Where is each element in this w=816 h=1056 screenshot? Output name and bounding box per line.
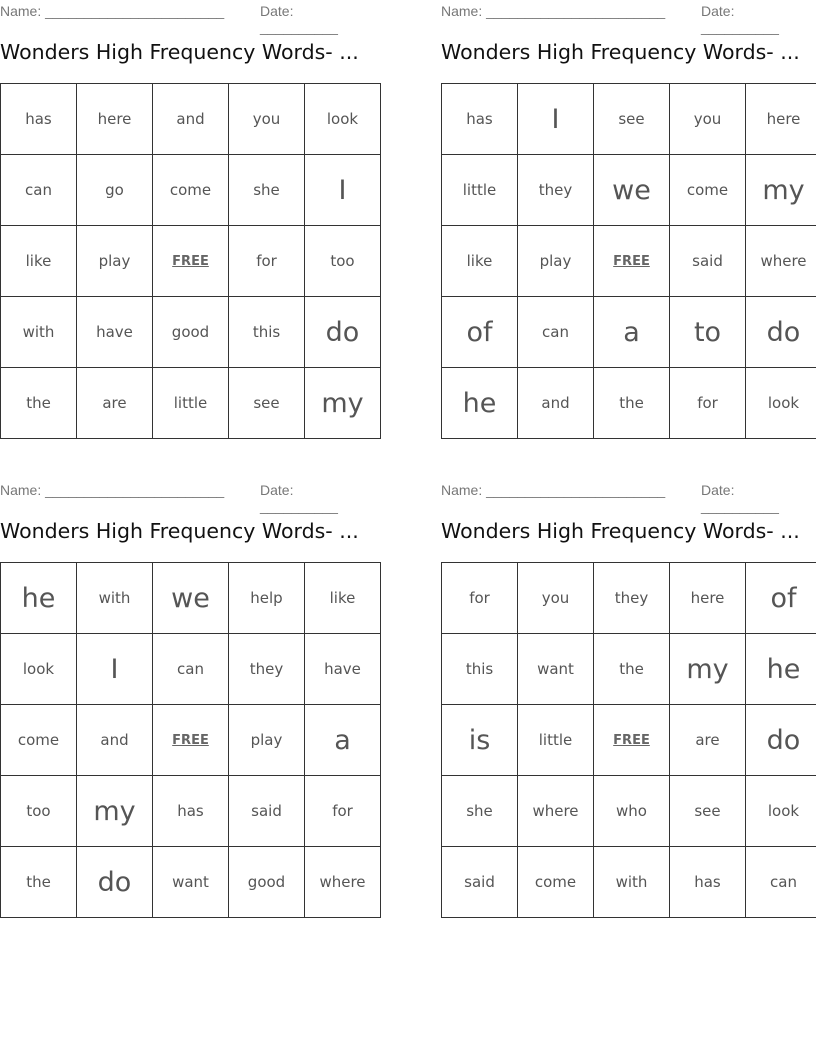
bingo-cell[interactable]: with xyxy=(1,297,77,368)
bingo-grid xyxy=(0,83,381,439)
bingo-cell[interactable]: a xyxy=(594,297,670,368)
name-field[interactable]: Name: _______________________ xyxy=(441,3,666,19)
bingo-row xyxy=(442,297,816,368)
bingo-cell[interactable]: here xyxy=(746,84,816,155)
bingo-cell[interactable]: the xyxy=(594,368,670,439)
bingo-cell[interactable]: for xyxy=(229,226,305,297)
bingo-cell[interactable]: good xyxy=(153,297,229,368)
bingo-cell[interactable]: see xyxy=(229,368,305,439)
bingo-cell[interactable]: this xyxy=(442,634,518,705)
bingo-cell[interactable]: for xyxy=(670,368,746,439)
bingo-cell[interactable]: want xyxy=(153,847,229,918)
bingo-cell[interactable]: for xyxy=(305,776,381,847)
bingo-cell[interactable]: you xyxy=(518,563,594,634)
bingo-cell[interactable]: we xyxy=(594,155,670,226)
bingo-cell[interactable]: who xyxy=(594,776,670,847)
bingo-cell[interactable]: want xyxy=(518,634,594,705)
bingo-row xyxy=(1,563,381,634)
bingo-row xyxy=(1,84,381,155)
bingo-cell[interactable]: little xyxy=(442,155,518,226)
name-field[interactable]: Name: _______________________ xyxy=(441,482,666,498)
bingo-cell[interactable]: little xyxy=(153,368,229,439)
bingo-cell[interactable]: she xyxy=(442,776,518,847)
bingo-grid xyxy=(441,562,816,918)
bingo-cell[interactable]: are xyxy=(670,705,746,776)
bingo-cell[interactable]: the xyxy=(594,634,670,705)
bingo-cell[interactable]: do xyxy=(77,847,153,918)
card-title: Wonders High Frequency Words- ... xyxy=(441,40,800,64)
bingo-cell[interactable]: little xyxy=(518,705,594,776)
bingo-cell[interactable]: they xyxy=(594,563,670,634)
date-field[interactable]: Date: __________ xyxy=(260,3,338,35)
bingo-cell[interactable]: have xyxy=(305,634,381,705)
date-field[interactable]: Date: __________ xyxy=(701,482,779,514)
bingo-cell[interactable]: said xyxy=(229,776,305,847)
bingo-cell[interactable]: play xyxy=(77,226,153,297)
card-title: Wonders High Frequency Words- ... xyxy=(441,519,800,543)
bingo-cell[interactable]: where xyxy=(518,776,594,847)
bingo-cell[interactable]: do xyxy=(746,297,816,368)
bingo-row xyxy=(1,226,381,297)
bingo-cell[interactable]: can xyxy=(746,847,816,918)
bingo-row xyxy=(442,84,816,155)
bingo-row xyxy=(1,634,381,705)
bingo-row xyxy=(442,155,816,226)
bingo-cell[interactable]: come xyxy=(1,705,77,776)
bingo-cell[interactable]: this xyxy=(229,297,305,368)
bingo-grid xyxy=(0,562,381,918)
bingo-row xyxy=(1,847,381,918)
bingo-cell[interactable]: like xyxy=(1,226,77,297)
bingo-row xyxy=(442,563,816,634)
bingo-cell[interactable]: do xyxy=(305,297,381,368)
bingo-cell[interactable]: of xyxy=(442,297,518,368)
bingo-row xyxy=(442,226,816,297)
bingo-cell[interactable]: play xyxy=(518,226,594,297)
bingo-card xyxy=(441,0,816,419)
bingo-cell[interactable]: my xyxy=(746,155,816,226)
bingo-cell[interactable]: look xyxy=(1,634,77,705)
bingo-cell[interactable]: come xyxy=(670,155,746,226)
bingo-cell[interactable]: with xyxy=(77,563,153,634)
bingo-cell[interactable]: my xyxy=(305,368,381,439)
bingo-cell[interactable]: to xyxy=(670,297,746,368)
bingo-cell[interactable]: has xyxy=(153,776,229,847)
bingo-cell[interactable]: they xyxy=(518,155,594,226)
bingo-cell[interactable]: I xyxy=(77,634,153,705)
free-space[interactable]: FREE xyxy=(594,705,670,776)
bingo-cell[interactable]: have xyxy=(77,297,153,368)
name-field[interactable]: Name: _______________________ xyxy=(0,482,225,498)
bingo-cell[interactable]: can xyxy=(518,297,594,368)
bingo-cell[interactable]: they xyxy=(229,634,305,705)
bingo-cell[interactable]: is xyxy=(442,705,518,776)
bingo-cell[interactable]: go xyxy=(77,155,153,226)
bingo-cell[interactable]: here xyxy=(670,563,746,634)
bingo-cell[interactable]: has xyxy=(442,84,518,155)
bingo-cell[interactable]: too xyxy=(1,776,77,847)
bingo-cell[interactable]: see xyxy=(670,776,746,847)
card-header xyxy=(441,479,816,514)
bingo-cell[interactable]: look xyxy=(305,84,381,155)
bingo-cell[interactable]: like xyxy=(442,226,518,297)
bingo-cell[interactable]: see xyxy=(594,84,670,155)
bingo-cell[interactable]: the xyxy=(1,368,77,439)
bingo-cell[interactable]: and xyxy=(518,368,594,439)
card-header xyxy=(0,0,375,35)
bingo-row xyxy=(442,634,816,705)
free-space[interactable]: FREE xyxy=(594,226,670,297)
bingo-cell[interactable]: do xyxy=(746,705,816,776)
bingo-row xyxy=(442,776,816,847)
bingo-cell[interactable]: of xyxy=(746,563,816,634)
bingo-row xyxy=(1,297,381,368)
bingo-card xyxy=(0,0,375,419)
free-space[interactable]: FREE xyxy=(153,226,229,297)
bingo-cell[interactable]: and xyxy=(153,84,229,155)
bingo-cell[interactable]: look xyxy=(746,368,816,439)
bingo-cell[interactable]: he xyxy=(442,368,518,439)
bingo-row xyxy=(1,368,381,439)
bingo-grid xyxy=(441,83,816,439)
bingo-card xyxy=(441,479,816,891)
bingo-cell[interactable]: like xyxy=(305,563,381,634)
bingo-cell[interactable]: come xyxy=(518,847,594,918)
bingo-row xyxy=(1,705,381,776)
bingo-cell[interactable]: my xyxy=(670,634,746,705)
bingo-cell[interactable]: you xyxy=(229,84,305,155)
bingo-cell[interactable]: he xyxy=(1,563,77,634)
bingo-row xyxy=(442,705,816,776)
date-field[interactable]: Date: __________ xyxy=(701,3,779,35)
bingo-cell[interactable]: for xyxy=(442,563,518,634)
bingo-cell[interactable]: the xyxy=(1,847,77,918)
date-field[interactable]: Date: __________ xyxy=(260,482,338,514)
bingo-cell[interactable]: and xyxy=(77,705,153,776)
bingo-cell[interactable]: with xyxy=(594,847,670,918)
bingo-cell[interactable]: has xyxy=(670,847,746,918)
free-space[interactable]: FREE xyxy=(153,705,229,776)
bingo-cell[interactable]: my xyxy=(77,776,153,847)
bingo-cell[interactable]: we xyxy=(153,563,229,634)
bingo-cell[interactable]: I xyxy=(518,84,594,155)
bingo-cell[interactable]: are xyxy=(77,368,153,439)
bingo-card xyxy=(0,479,375,898)
bingo-cell[interactable]: I xyxy=(305,155,381,226)
bingo-cell[interactable]: can xyxy=(1,155,77,226)
name-field[interactable]: Name: _______________________ xyxy=(0,3,225,19)
bingo-cell[interactable]: too xyxy=(305,226,381,297)
card-header xyxy=(441,0,816,35)
bingo-row xyxy=(1,155,381,226)
bingo-cell[interactable]: said xyxy=(442,847,518,918)
card-header xyxy=(0,479,375,514)
bingo-cell[interactable]: where xyxy=(305,847,381,918)
bingo-cell[interactable]: here xyxy=(77,84,153,155)
bingo-cell[interactable]: said xyxy=(670,226,746,297)
bingo-cell[interactable]: good xyxy=(229,847,305,918)
card-title: Wonders High Frequency Words- ... xyxy=(0,519,359,543)
bingo-cell[interactable]: you xyxy=(670,84,746,155)
bingo-cell[interactable]: can xyxy=(153,634,229,705)
bingo-cell[interactable]: he xyxy=(746,634,816,705)
bingo-cell[interactable]: play xyxy=(229,705,305,776)
bingo-row xyxy=(442,847,816,918)
bingo-cell[interactable]: she xyxy=(229,155,305,226)
bingo-cell[interactable]: where xyxy=(746,226,816,297)
bingo-cell[interactable]: has xyxy=(1,84,77,155)
bingo-cell[interactable]: look xyxy=(746,776,816,847)
bingo-cell[interactable]: a xyxy=(305,705,381,776)
bingo-row xyxy=(442,368,816,439)
bingo-cell[interactable]: help xyxy=(229,563,305,634)
bingo-row xyxy=(1,776,381,847)
card-title: Wonders High Frequency Words- ... xyxy=(0,40,359,64)
bingo-cell[interactable]: come xyxy=(153,155,229,226)
